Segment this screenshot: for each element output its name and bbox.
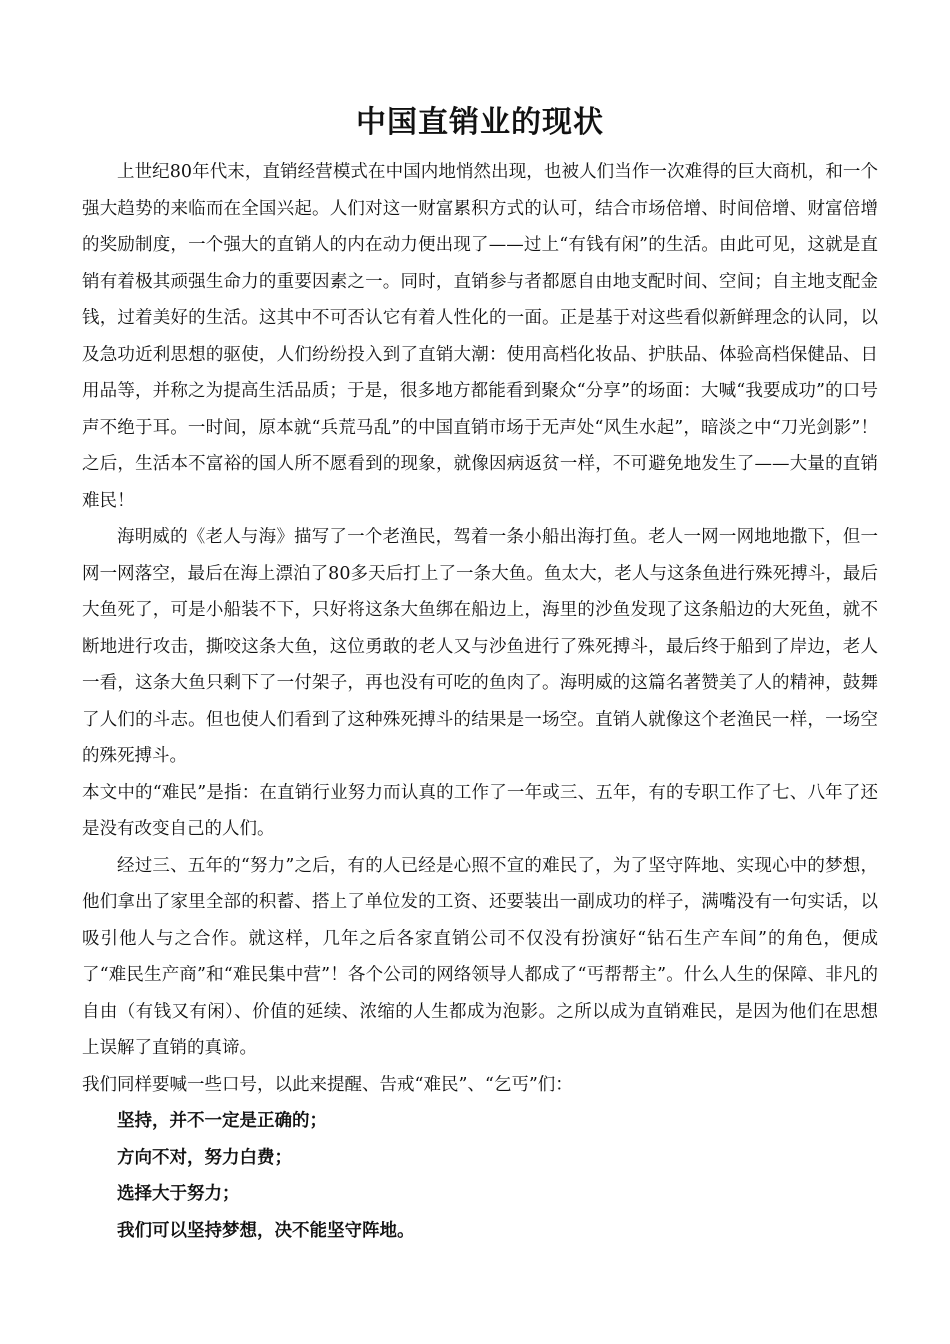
paragraph-slogan-intro: 我们同样要喊一些口号，以此来提醒、告戒“难民”、“乞丐”们：	[82, 1074, 573, 1095]
paragraph-intro: 上世纪80年代末，直销经营模式在中国内地悄然出现，也被人们当作一次难得的巨大商机，和一个强大趋势的来临而在全国兴起。人们对这一财富累积方式的认可，结合市场倍增、时间倍增、财富倍增的奖励制度，一个强大的直销人的内在动力便出现了——过上“有钱有闲”的生活。由此可见，这就是直销有着极其顽强生命力的重要因素之一。同时，直销参与者都愿自由地支配时间、空间；自主地支配金钱，过着美好的生活。这其中不可否认它有着人性化的一面。正是基于对这些看似新鲜理念的认同，以及急功近利思想的驱使，人们纷纷投入到了直销大潮：使用高档化妆品、护肤品、体验高档保健品、日用品等，并称之为提高生活品质；于是，很多地方都能看到聚众“分享”的场面：大喊“我要成功”的口号声不绝于耳。一时间，原本就“兵荒马乱”的中国直销市场于无声处“风生水起”，暗淡之中“刀光剑影”！之后，生活本不富裕的国人所不愿看到的现象，就像因病返贫一样，不可避免地发生了——大量的直销难民！	[82, 162, 878, 511]
slogan-item: 选择大于努力；	[117, 1184, 240, 1204]
paragraph-effort: 经过三、五年的“努力”之后，有的人已经是心照不宣的难民了，为了坚守阵地、实现心中的梦想，他们拿出了家里全部的积蓄、搭上了单位发的工资、还要装出一副成功的样子，满嘴没有一句实话，以吸引他人与之合作。就这样，几年之后各家直销公司不仅没有扮演好“钻石生产车间”的角色，便成了“难民生产商”和“难民集中营”！各个公司的网络领导人都成了“丐帮帮主”。什么人生的保障、非凡的自由（有钱又有闲）、价值的延续、浓缩的人生都成为泡影。之所以成为直销难民，是因为他们在思想上误解了直销的真谛。	[82, 855, 878, 1058]
slogan-item: 坚持，并不一定是正确的；	[117, 1111, 327, 1131]
paragraph-refugee-definition: 本文中的“难民”是指：在直销行业努力而认真的工作了一年或三、五年，有的专职工作了七、八年了还是没有改变自己的人们。	[82, 782, 878, 839]
document-page	[82, 96, 878, 1249]
slogan-list	[82, 1103, 878, 1249]
paragraph-old-man-and-sea: 海明威的《老人与海》描写了一个老渔民，驾着一条小船出海打鱼。老人一网一网地地撒下，但一网一网落空，最后在海上漂泊了80多天后打上了一条大鱼。鱼太大，老人与这条鱼进行殊死搏斗，最后大鱼死了，可是小船装不下，只好将这条大鱼绑在船边上，海里的沙鱼发现了这条船边的大死鱼，就不断地进行攻击，撕咬这条大鱼，这位勇敢的老人又与沙鱼进行了殊死搏斗，最后终于船到了岸边，老人一看，这条大鱼只剩下了一付架子，再也没有可吃的鱼肉了。海明威的这篇名著赞美了人的精神，鼓舞了人们的斗志。但也使人们看到了这种殊死搏斗的结果是一场空。直销人就像这个老渔民一样，一场空的殊死搏斗。	[82, 527, 878, 766]
document-title: 中国直销业的现状	[356, 105, 604, 140]
slogan-item: 我们可以坚持梦想，决不能坚守阵地。	[117, 1220, 415, 1241]
slogan-item: 方向不对，努力白费；	[117, 1147, 292, 1168]
